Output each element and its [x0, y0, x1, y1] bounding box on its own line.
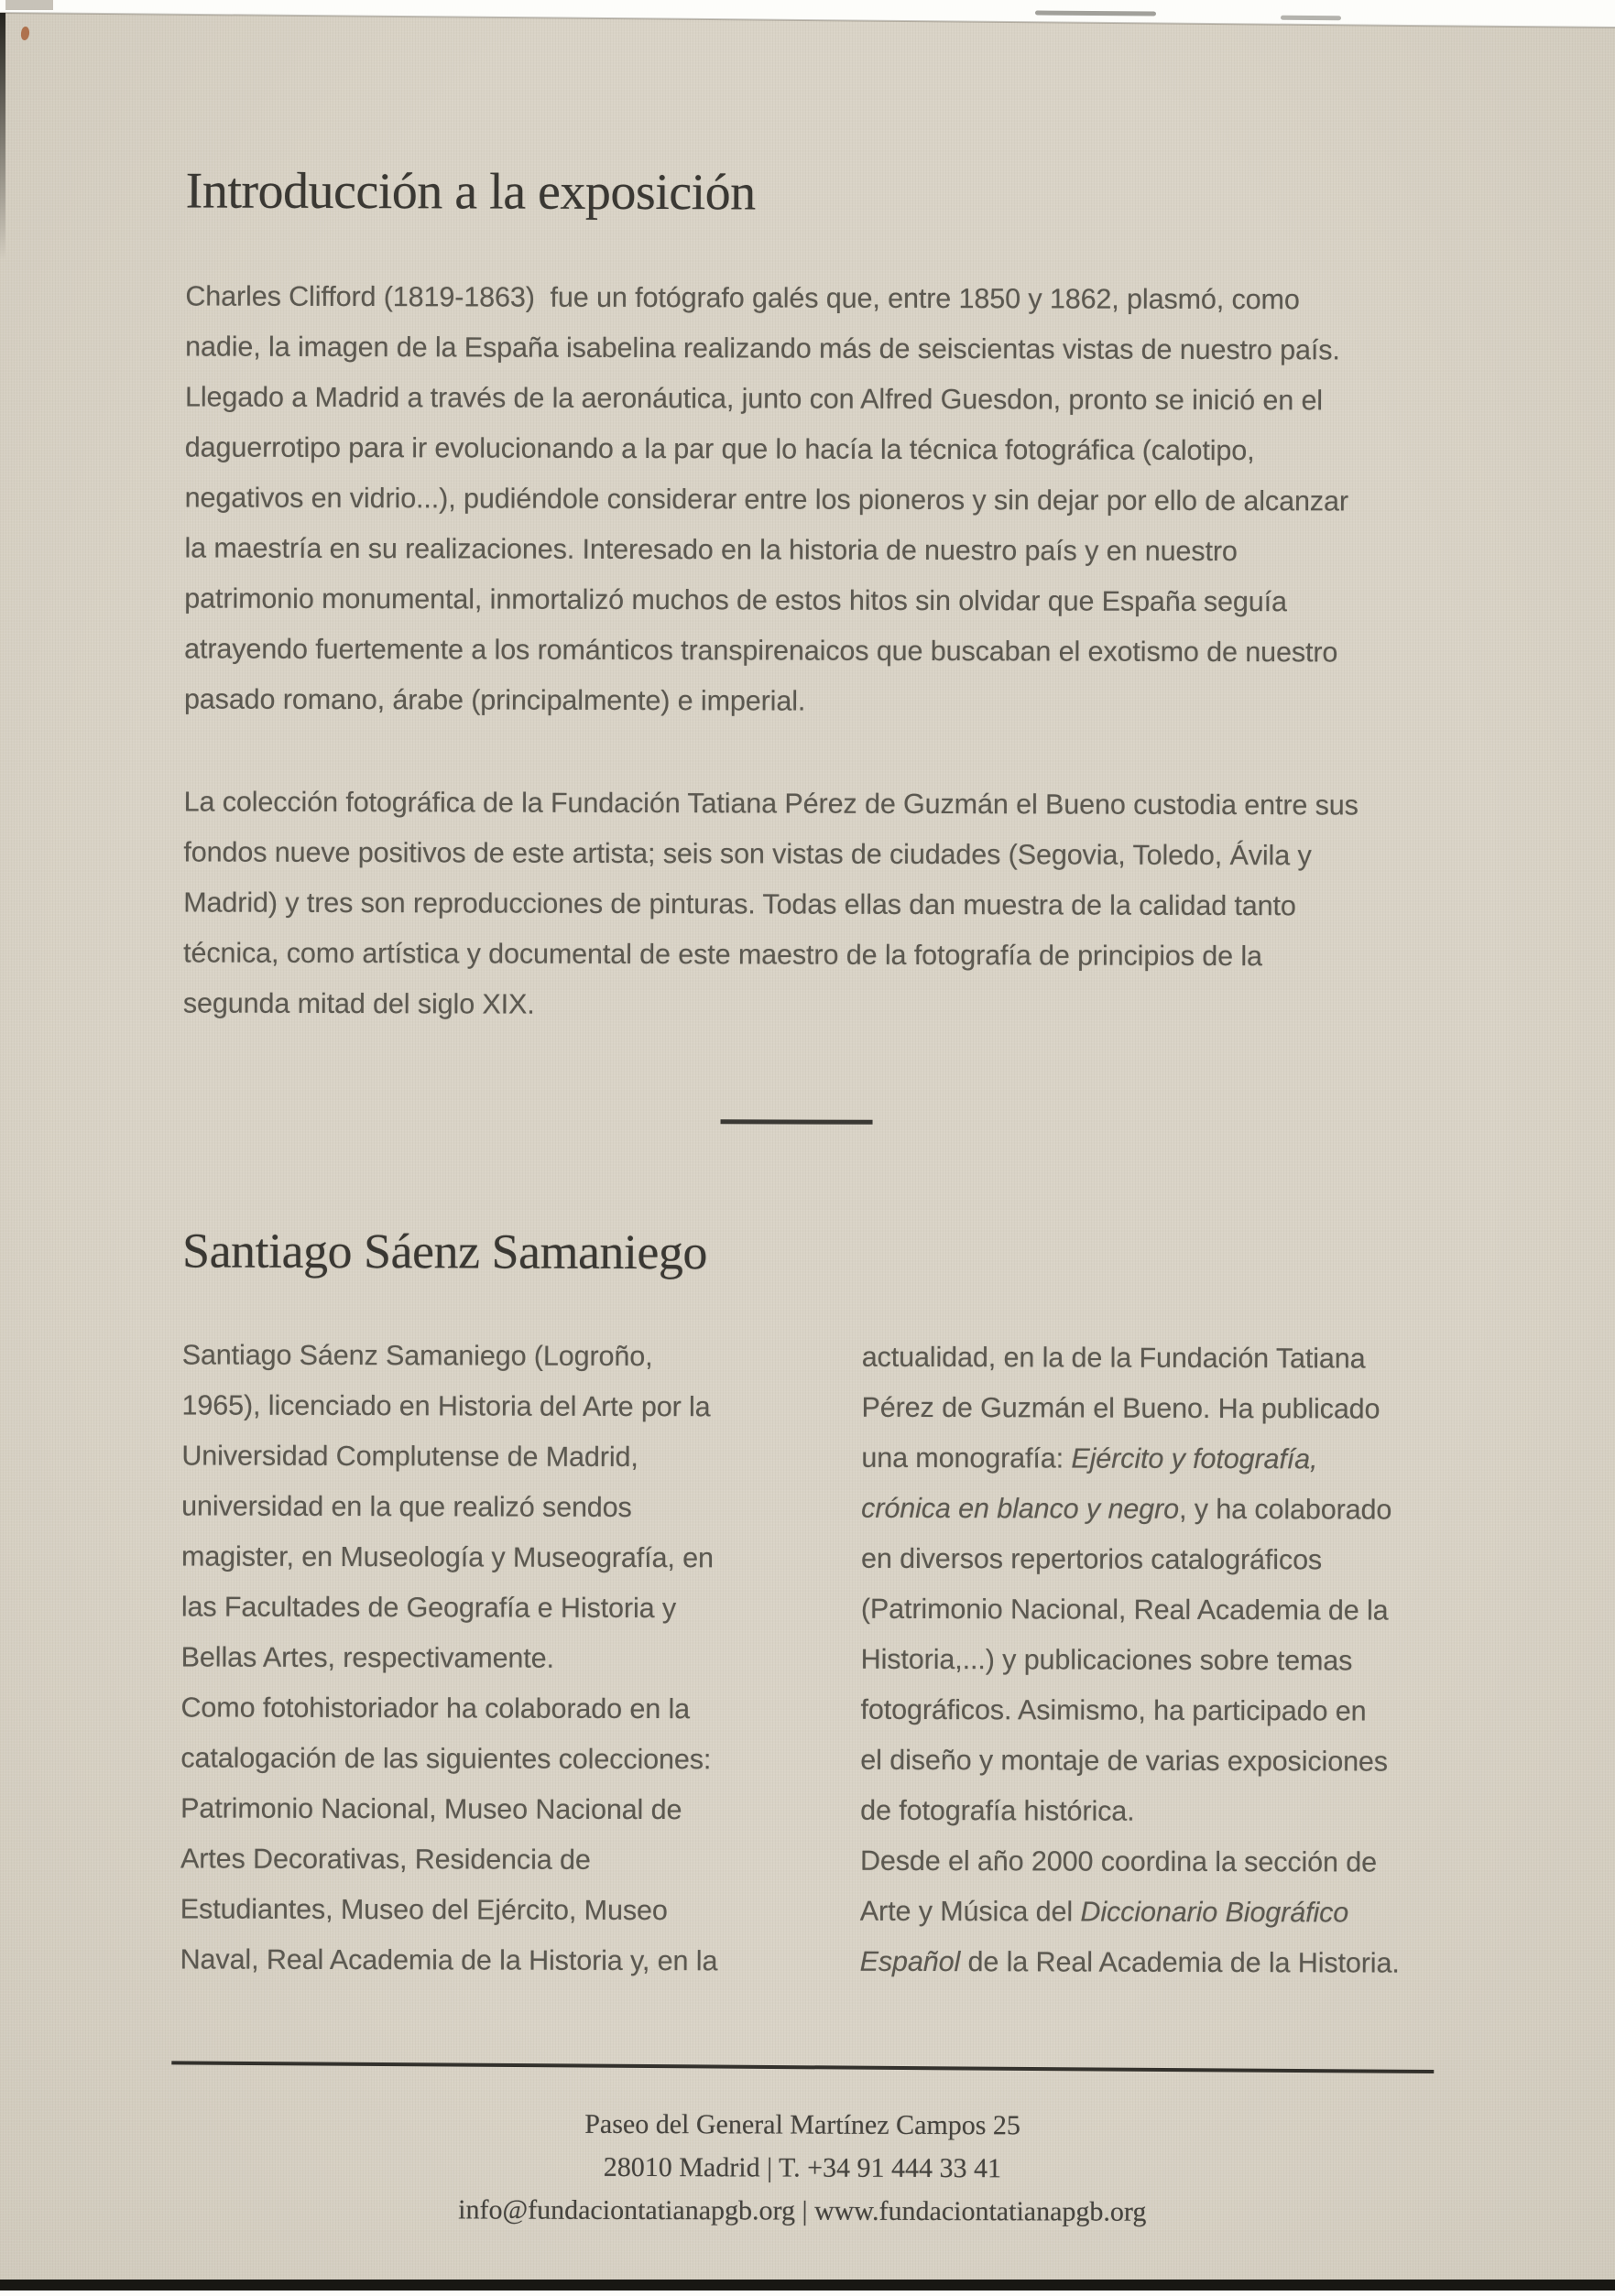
- text-line: Estudiantes, Museo del Ejército, Museo: [180, 1893, 668, 1927]
- scan-smudge-artifact: [1035, 11, 1156, 16]
- italic-text-segment: crónica en blanco y negro: [861, 1492, 1180, 1525]
- text-line: actualidad, en la de la Fundación Tatiana: [861, 1341, 1366, 1375]
- italic-text-segment: Español: [859, 1945, 961, 1978]
- text-line: negativos en vidrio...), pudiéndole considerar entre los pioneros y sin dejar por ello de alcanzar: [184, 482, 1348, 517]
- text-line: Paseo del General Martínez Campos 25: [584, 2108, 1020, 2141]
- text-segment: , y ha colaborado: [1178, 1493, 1392, 1526]
- text-line: daguerrotipo para ir evolucionando a la par que lo hacía la técnica fotográfica (calotipo,: [184, 431, 1255, 467]
- text-line: Llegado a Madrid a través de la aeronáutica, junto con Alfred Guesdon, pronto se inició en el: [184, 381, 1324, 417]
- text-segment: una monografía:: [861, 1442, 1072, 1474]
- text-line: la maestría en su realizaciones. Interesado en la historia de nuestro país y en nuestro: [184, 532, 1238, 568]
- text-line: Patrimonio Nacional, Museo Nacional de: [180, 1792, 682, 1826]
- intro-paragraph-1: [184, 271, 1349, 728]
- text-line: Santiago Sáenz Samaniego (Logroño,: [181, 1339, 653, 1373]
- text-line: nadie, la imagen de la España isabelina realizando más de seiscientas vistas de nuestro país.: [185, 331, 1340, 366]
- text-line: Charles Clifford (1819-1863) fue un fotógrafo galés que, entre 1850 y 1862, plasmó, como: [185, 280, 1300, 316]
- text-line: fondos nueve positivos de este artista; seis son vistas de ciudades (Segovia, Toledo, Ávila y: [183, 836, 1312, 872]
- text-line: [861, 1484, 1502, 1536]
- bio-right-column: [860, 1333, 1503, 1989]
- intro-title: Introducción a la exposición: [185, 162, 756, 222]
- text-line: en diversos repertorios catalográficos: [860, 1542, 1323, 1576]
- text-line: info@fundaciontatianapgb.org | www.fundaciontatianapgb.org: [458, 2194, 1147, 2227]
- text-line: Madrid) y tres son reproducciones de pinturas. Todas ellas dan muestra de la calidad tanto: [183, 887, 1296, 922]
- bio-title: Santiago Sáenz Samaniego: [181, 1223, 708, 1280]
- text-line: Bellas Artes, respectivamente.: [180, 1641, 554, 1674]
- text-line: técnica, como artística y documental de este maestro de la fotografía de principios de la: [183, 937, 1263, 973]
- text-line: Como fotohistoriador ha colaborado en la: [180, 1692, 691, 1725]
- italic-text-segment: Ejército y fotografía,: [1071, 1442, 1318, 1475]
- text-line: Universidad Complutense de Madrid,: [181, 1440, 638, 1474]
- scan-corner-artifact: [5, 0, 53, 10]
- text-line: catalogación de las siguientes colecciones:: [180, 1742, 712, 1776]
- footer-rule: [171, 2061, 1434, 2073]
- text-line: pasado romano, árabe (principalmente) e imperial.: [183, 683, 806, 717]
- bio-left-column: [180, 1330, 824, 1986]
- text-line: atrayendo fuertemente a los románticos transpirenaicos que buscaban el exotismo de nuestro: [184, 633, 1338, 669]
- text-line: segunda mitad del siglo XIX.: [182, 987, 535, 1020]
- text-line: las Facultades de Geografía e Historia y: [180, 1591, 677, 1625]
- text-line: 28010 Madrid | T. +34 91 444 33 41: [603, 2151, 1002, 2184]
- text-line: patrimonio monumental, inmortalizó muchos de estos hitos sin olvidar que España seguía: [184, 582, 1287, 618]
- text-line: fotográficos. Asimismo, ha participado en: [860, 1693, 1367, 1727]
- footer-contact-block: [171, 2101, 1434, 2234]
- text-line: el diseño y montaje de varias exposiciones: [860, 1744, 1389, 1778]
- text-line: Historia,...) y publicaciones sobre temas: [860, 1643, 1353, 1677]
- text-line: magister, en Museología y Museografía, en: [180, 1540, 714, 1574]
- scan-smudge-artifact: [1281, 16, 1341, 20]
- text-line: Artes Decorativas, Residencia de: [180, 1843, 591, 1876]
- scanner-bottom-strip: [0, 2291, 1615, 2296]
- text-line: Pérez de Guzmán el Bueno. Ha publicado: [861, 1391, 1380, 1425]
- text-line: [861, 1433, 1502, 1485]
- text-line: de fotografía histórica.: [860, 1794, 1135, 1827]
- scan-left-edge-artifact: [0, 13, 5, 260]
- text-line: (Patrimonio Nacional, Real Academia de la: [860, 1593, 1389, 1627]
- text-line: Desde el año 2000 coordina la sección de: [859, 1844, 1378, 1878]
- text-line: La colección fotográfica de la Fundación Tatiana Pérez de Guzmán el Bueno custodia entre sus: [183, 786, 1359, 822]
- text-segment: de la Real Academia de la Historia.: [960, 1946, 1400, 1979]
- text-line: Naval, Real Academia de la Historia y, en la: [180, 1943, 718, 1977]
- section-divider: [721, 1119, 873, 1125]
- intro-paragraph-2: [183, 777, 1359, 1032]
- italic-text-segment: Diccionario Biográfico: [1080, 1896, 1349, 1929]
- text-line: 1965), licenciado en Historia del Arte por la: [181, 1389, 711, 1423]
- scanner-bottom-edge: [0, 2280, 1615, 2291]
- text-segment: Arte y Música del: [859, 1895, 1081, 1928]
- text-line: universidad en la que realizó sendos: [181, 1490, 632, 1523]
- text-line: [860, 1887, 1501, 1939]
- text-line: [860, 1937, 1501, 1989]
